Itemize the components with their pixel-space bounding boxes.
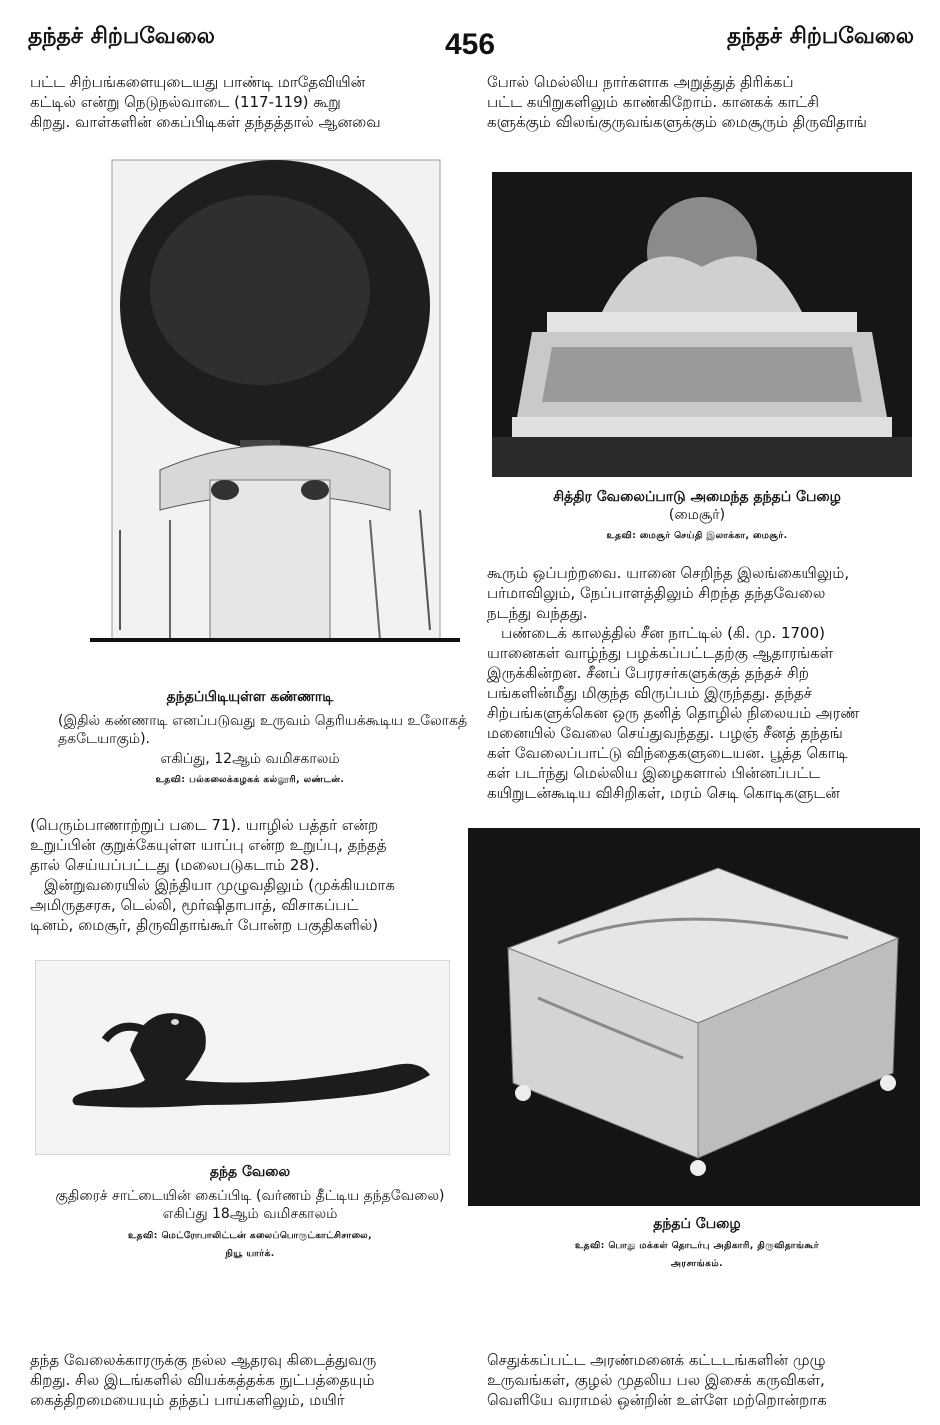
horse-caption-title: தந்த வேலை	[209, 1164, 291, 1180]
casket-caption-title: சித்திர வேலைப்பாடு அமைந்த தந்தப் பேழை	[553, 489, 841, 505]
text-line: கூரும் ஒப்பற்றவை. யானை செறிந்த இலங்கையிலும்,	[487, 564, 850, 582]
horse-caption-line2: எகிப்து 18ஆம் வமிசகாலம்	[162, 1206, 338, 1222]
text-line: போல் மெல்லிய நார்களாக அறுத்துத் திரிக்கப்	[487, 73, 794, 91]
text-line: களுக்கும் விலங்குருவங்களுக்கும் மைசூரும் திருவிதாங்	[487, 113, 867, 131]
text-line: டினம், மைசூர், திருவிதாங்கூர் போன்ற பகுதிகளில்)	[30, 916, 379, 934]
text-line: உருவங்கள், குழல் முதலிய பல இசைக் கருவிகள்,	[487, 1371, 825, 1389]
text-line: பர்மாவிலும், நேப்பாளத்திலும் சிறந்த தந்தவேலை	[487, 584, 826, 602]
text-line: (பெரும்பாணாற்றுப் படை 71). யாழில் பத்தர் என்ற	[30, 816, 379, 834]
text-line: செதுக்கப்பட்ட அரண்மனைக் கட்டடங்களின் முழு	[487, 1351, 826, 1369]
text-line: கிறது. சில இடங்களில் வியக்கத்தக்க நுட்பத்தையும்	[30, 1371, 375, 1389]
running-head-right: தந்தச் சிற்பவேலை	[727, 24, 914, 49]
casket-caption-credit: உதவி: மைசூர் செய்தி இலாக்கா, மைசூர்.	[606, 531, 788, 541]
mirror-caption-title: தந்தப்பிடியுள்ள கண்ணாடி	[166, 689, 334, 705]
text-line: வெளியே வராமல் ஒன்றின் உள்ளே மற்றொன்றாக	[487, 1391, 827, 1409]
right-column-bottom-text	[487, 1350, 907, 1410]
carved-ivory-casket-image	[492, 172, 912, 477]
mirror-caption-era: எகிப்து, 12ஆம் வமிசகாலம்	[160, 751, 340, 767]
text-line: யானைகள் வாழ்ந்து பழக்கப்பட்டதற்கு ஆதாரங்கள்	[487, 644, 834, 662]
text-line: கிறது. வாள்களின் கைப்பிடிகள் தந்தத்தால் ஆனவை	[30, 113, 381, 131]
text-line: பட்ட கயிறுகளிலும் காண்கிறோம். கானகக் காட்சி	[487, 93, 819, 111]
mirror-caption-note-2: தகடேயாகும்).	[58, 731, 151, 747]
casket-caption	[487, 488, 907, 545]
casket-caption-sub: (மைசூர்)	[668, 507, 726, 523]
ivory-box-caption-credit2: அரசாங்கம்.	[670, 1259, 724, 1269]
ivory-box-caption-credit1: உதவி: பொது மக்கள் தொடர்பு அதிகாரி, திருவிதாங்கூர்	[574, 1241, 820, 1251]
text-line: உறுப்பின் குறுக்கேயுள்ள யாப்பு என்ற உறுப்பு, தந்தத்	[30, 836, 387, 854]
ivory-handle-mirror-image	[90, 150, 460, 675]
left-column-bottom-text	[30, 1350, 470, 1410]
text-line: தந்த வேலைக்காரருக்கு நல்ல ஆதரவு கிடைத்துவரு	[30, 1351, 377, 1369]
text-line: கைத்திறமையையும் தந்தப் பாய்களிலும், மயிர்	[30, 1391, 345, 1409]
left-column-mid-text	[30, 815, 470, 935]
page-number: 456	[444, 28, 496, 61]
left-column-top-text	[30, 72, 470, 132]
text-line: பங்களின்மீது மிகுந்த விருப்பம் இருந்தது. தந்தச்	[487, 684, 813, 702]
horse-caption	[30, 1163, 470, 1263]
text-line: அமிருதசரசு, டெல்லி, மூர்ஷிதாபாத், விசாகப்பட்	[30, 896, 359, 914]
text-line: தால் செய்யப்பட்டது (மலைபடுகடாம் 28).	[30, 856, 320, 874]
horse-caption-credit1: உதவி: மெட்ரோபாலிட்டன் கலைப்பொருட்காட்சிசாலை,	[127, 1231, 373, 1241]
text-line: பட்ட சிற்பங்களையுடையது பாண்டி மாதேவியின்	[30, 73, 366, 91]
text-line: பண்டைக் காலத்தில் சீன நாட்டில் (கி. மு. 1700)	[501, 624, 825, 642]
text-line: இன்றுவரையில் இந்தியா முழுவதிலும் (முக்கியமாக	[44, 876, 395, 894]
text-line: சிற்பங்களுக்கென ஒரு தனித் தொழில் நிலையம் அரண்	[487, 704, 860, 722]
right-column-top-text	[487, 72, 907, 132]
text-line: கள் வேலைப்பாட்டு விந்தைகளுடையன. பூத்த கொடி	[487, 744, 848, 762]
mirror-caption	[30, 688, 470, 789]
horse-caption-credit2: நியூ யார்க்.	[225, 1249, 275, 1259]
text-line: கட்டில் என்று நெடுநல்வாடை (117-119) கூறு	[30, 93, 341, 111]
mirror-caption-credit: உதவி: பல்கலைக்கழகக் கல்லூரி, லண்டன்.	[155, 775, 345, 785]
mirror-caption-note: (இதில் கண்ணாடி எனப்படுவது உருவம் தெரியக்கூடிய உலோகத்	[58, 713, 468, 729]
ivory-box-caption	[487, 1215, 907, 1273]
text-line: கள் படர்ந்து மெல்லிய இழைகளால் பின்னப்பட்ட	[487, 764, 821, 782]
ivory-horse-handle-image	[35, 960, 450, 1155]
running-head-left: தந்தச் சிற்பவேலை	[28, 24, 215, 49]
text-line: நடந்து வந்தது.	[487, 604, 588, 622]
ivory-box-caption-title: தந்தப் பேழை	[653, 1216, 741, 1232]
text-line: இருக்கின்றன. சீனப் பேரரசர்களுக்குத் தந்தச் சிற்	[487, 664, 809, 682]
text-line: கயிறுடன்கூடிய விசிறிகள், மரம் செடி கொடிகளுடன்	[487, 784, 840, 802]
ivory-box-image	[468, 828, 920, 1206]
horse-caption-line1: குதிரைச் சாட்டையின் கைப்பிடி (வர்ணம் தீட்டிய தந்தவேலை)	[55, 1188, 445, 1204]
text-line: மனையில் வேலை செய்துவந்தது. பழஞ் சீனத் தந்தங்	[487, 724, 843, 742]
right-column-mid-text	[487, 563, 907, 803]
